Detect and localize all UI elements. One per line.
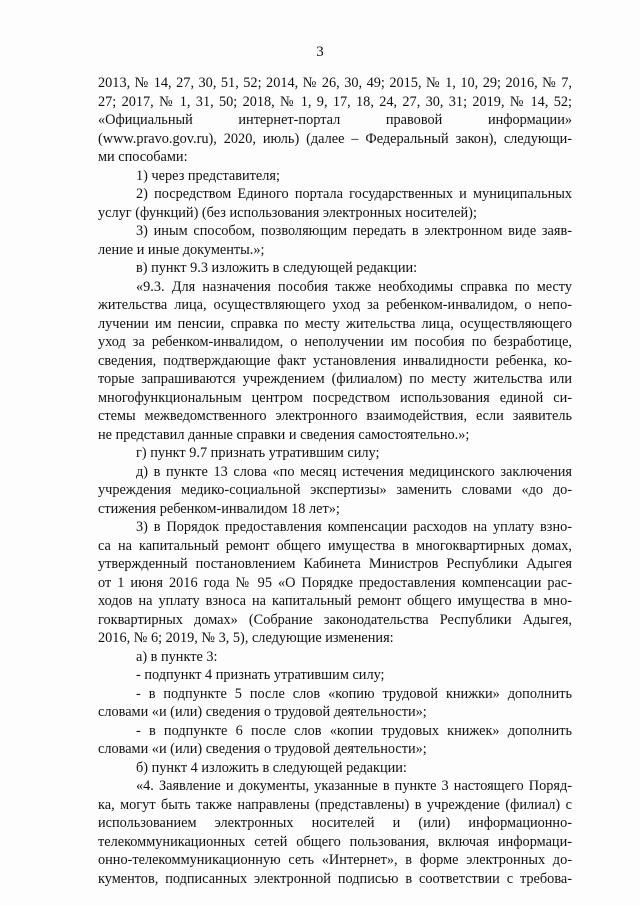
text-line: (www.pravo.gov.ru), 2020, июль) (далее – Федеральный закон), следующи- <box>98 130 572 147</box>
text-line: са на капитальный ремонт общего имущества в многоквартирных домах, <box>98 537 572 554</box>
text-line: 2013, № 14, 27, 30, 51, 52; 2014, № 26, 30, 49; 2015, № 1, 10, 29; 2016, № 7, <box>98 75 572 91</box>
text-line: ми способами: <box>98 149 188 165</box>
text-line: а) в пункте 3: <box>136 648 218 665</box>
text-line: словами «и (или) сведения о трудовой деятельности»; <box>98 741 427 757</box>
text-line: 27; 2017, № 1, 31, 50; 2018, № 1, 9, 17, 18, 24, 27, 30, 31; 2019, № 14, 52; <box>98 93 572 110</box>
text-line: телекоммуникационных сетей общего пользования, включая информаци- <box>98 833 572 850</box>
text-line: в) пункт 9.3 изложить в следующей редакции: <box>136 260 418 276</box>
text-line: «Официальный интернет-портал правовой информации» <box>98 112 572 128</box>
text-line: ление и иные документы.»; <box>98 241 265 258</box>
text-line: ка, могут быть также направлены (представлены) в учреждение (филиал) с <box>98 796 572 813</box>
text-line: 2016, № 6; 2019, № 3, 5), следующие изменения: <box>98 630 394 646</box>
text-line: жительства лица, осуществляющего уход за ребенком-инвалидом, о непо- <box>98 297 572 313</box>
text-line: от 1 июня 2016 года № 95 «О Порядке предоставления компенсации рас- <box>98 574 572 591</box>
text-line: - в подпункте 6 после слов «копии трудовых книжек» дополнить <box>136 722 572 739</box>
text-line: торые запрашиваются учреждением (филиалом) по месту жительства или <box>98 371 572 387</box>
text-line: - подпункт 4 признать утратившим силу; <box>136 667 385 683</box>
text-line: лучении им пенсии, справка по месту жительства лица, осуществляющего <box>98 315 572 332</box>
text-line: стижения ребенком-инвалидом 18 лет»; <box>98 500 340 517</box>
text-line: словами «и (или) сведения о трудовой деятельности»; <box>98 704 427 720</box>
text-line: 1) через представителя; <box>136 167 280 184</box>
text-line: «9.3. Для назначения пособия также необходимы справка по месту <box>136 278 572 295</box>
text-line: б) пункт 4 изложить в следующей редакции: <box>136 759 407 776</box>
page-number: 3 <box>316 44 324 60</box>
text-line: утвержденный постановлением Кабинета Министров Республики Адыгея <box>98 556 572 572</box>
text-line: ходов на уплату взноса на капитальный ремонт общего имущества в мно- <box>98 593 572 609</box>
text-line: кументов, подписанных электронной подписью в соответствии с требова- <box>98 870 572 887</box>
text-line: учреждения медико-социальной экспертизы» заменить словами «до до- <box>98 482 572 498</box>
text-line: сведения, подтверждающие факт установления инвалидности ребенка, ко- <box>98 352 572 369</box>
text-line: д) в пункте 13 слова «по месяц истечения медицинского заключения <box>136 463 572 480</box>
text-line: «4. Заявление и документы, указанные в пункте 3 настоящего Поряд- <box>136 778 572 794</box>
text-line: гоквартирных домах» (Собрание законодательства Республики Адыгея, <box>98 611 572 628</box>
text-line: онно-телекоммуникационную сеть «Интернет», в форме электронных до- <box>98 852 572 868</box>
text-line: стемы межведомственного электронного взаимодействия, если заявитель <box>98 408 572 424</box>
text-line: не представил данные справки и сведения самостоятельно.»; <box>98 426 470 443</box>
text-line: использованием электронных носителей и (или) информационно- <box>98 815 572 831</box>
text-line: - в подпункте 5 после слов «копию трудовой книжки» дополнить <box>136 685 572 702</box>
text-line: уход за ребенком-инвалидом, о неполучении им пособия по безработице, <box>98 334 572 350</box>
document-body <box>98 74 572 888</box>
text-line: услуг (функций) (без использования электронных носителей); <box>98 204 477 221</box>
text-line: многофункциональным центром посредством использования единой си- <box>98 389 572 406</box>
text-line: 3) в Порядок предоставления компенсации расходов на уплату взно- <box>136 519 572 535</box>
text-line: 3) иным способом, позволяющим передать в электронном виде заяв- <box>136 223 572 239</box>
text-line: г) пункт 9.7 признать утратившим силу; <box>136 445 380 461</box>
text-line: 2) посредством Единого портала государственных и муниципальных <box>136 186 572 202</box>
